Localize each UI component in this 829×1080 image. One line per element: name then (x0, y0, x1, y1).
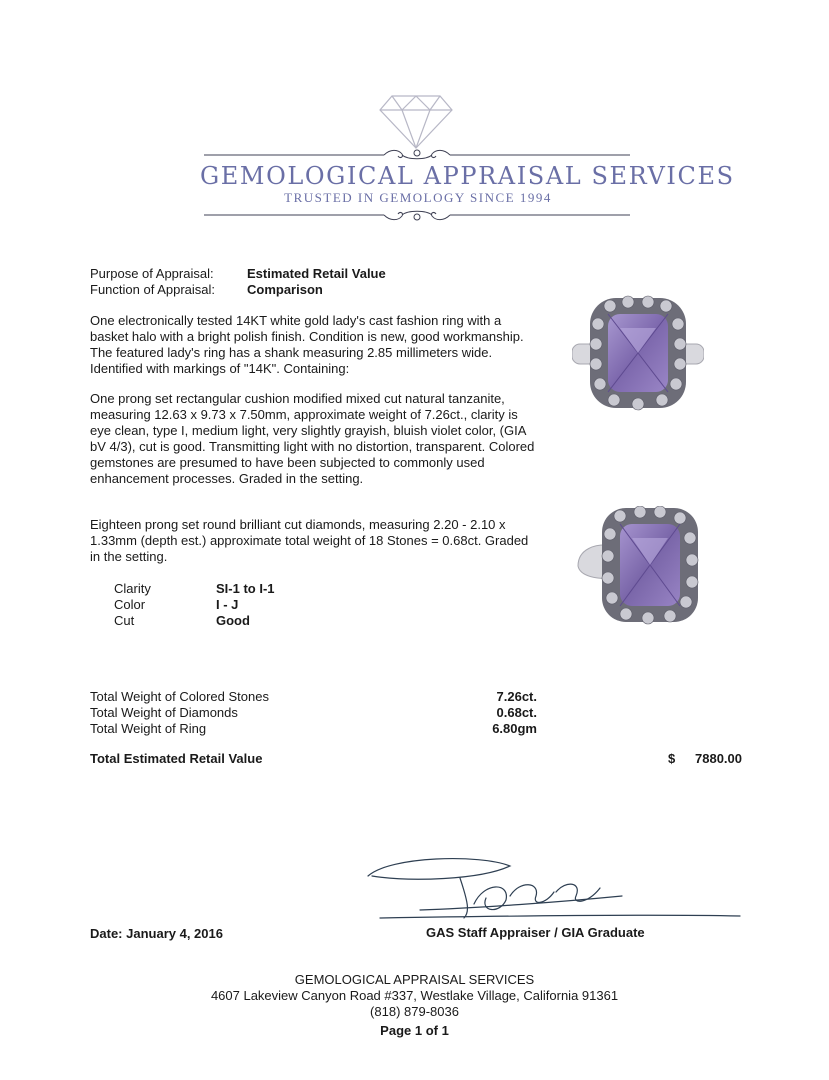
currency-symbol: $ (668, 751, 676, 766)
clarity-label: Clarity (114, 581, 151, 596)
header-ornament-bottom (204, 208, 630, 222)
company-name: GEMOLOGICAL APPRAISAL SERVICES (200, 162, 735, 190)
color-row (114, 597, 414, 613)
total-retail-value-row (90, 751, 742, 766)
diamonds-description: Eighteen prong set round brilliant cut diamonds, measuring 2.20 - 2.10 x 1.33mm (depth est.) approximate total weight of 18 Stones = 0.68ct. Graded in the setting. (90, 517, 529, 564)
purpose-label: Purpose of Appraisal: (90, 266, 214, 281)
function-row (90, 282, 490, 298)
total-colored-stones-value: 7.26ct. (496, 689, 537, 704)
total-retail-value-amount: 7880.00 (695, 751, 742, 766)
header-ornament-top (204, 148, 630, 162)
total-diamonds-row (90, 705, 537, 721)
footer-phone: (818) 879-8036 (370, 1004, 459, 1019)
cut-row (114, 613, 414, 629)
total-diamonds-value: 0.68ct. (496, 705, 537, 720)
total-ring-weight-value: 6.80gm (492, 721, 537, 736)
cut-value: Good (216, 613, 250, 628)
total-diamonds-label: Total Weight of Diamonds (90, 705, 238, 720)
footer-company: GEMOLOGICAL APPRAISAL SERVICES (294, 972, 535, 987)
total-ring-weight-row (90, 721, 537, 737)
company-tagline: TRUSTED IN GEMOLOGY SINCE 1994 (284, 190, 552, 205)
ring-photo-front (572, 294, 704, 412)
diamond-logo-icon (378, 94, 454, 150)
function-value: Comparison (247, 282, 323, 297)
cut-label: Cut (114, 613, 135, 628)
ring-description: One electronically tested 14KT white gold lady's cast fashion ring with a basket halo with a bright polish finish. Condition is new, good workmanship. The featured lady's ring has a shank measuring 2.85 millimeters wide. Identified with markings of "14K". Containing: (90, 313, 524, 376)
page-number: Page 1 of 1 (380, 1023, 449, 1038)
purpose-row (90, 266, 490, 282)
footer-address: 4607 Lakeview Canyon Road #337, Westlake Village, California 91361 (210, 988, 619, 1003)
function-label: Function of Appraisal: (90, 282, 216, 297)
clarity-value: SI-1 to I-1 (216, 581, 275, 596)
ring-photo-angled (576, 506, 702, 626)
total-colored-stones-row (90, 689, 537, 705)
total-ring-weight-label: Total Weight of Ring (90, 721, 207, 736)
color-value: I - J (216, 597, 239, 612)
purpose-value: Estimated Retail Value (247, 266, 386, 281)
color-label: Color (114, 597, 146, 612)
appraisal-date: Date: January 4, 2016 (90, 926, 223, 941)
appraiser-title: GAS Staff Appraiser / GIA Graduate (426, 925, 645, 940)
total-colored-stones-label: Total Weight of Colored Stones (90, 689, 269, 704)
appraiser-signature (360, 852, 750, 932)
clarity-row (114, 581, 414, 597)
total-retail-value-label: Total Estimated Retail Value (90, 751, 263, 766)
tanzanite-description: One prong set rectangular cushion modified mixed cut natural tanzanite, measuring 12.63 x 9.73 x 7.50mm, approximate weight of 7.26ct., clarity is eye clean, type I, medium light, very slightly grayish, bluish violet color, (GIA bV 4/3), cut is good. Transmitting light with no distortion, transparent. Colored gemstones are presumed to have been subjected to commonly used enhancement processes. Graded in the setting. (90, 391, 535, 486)
